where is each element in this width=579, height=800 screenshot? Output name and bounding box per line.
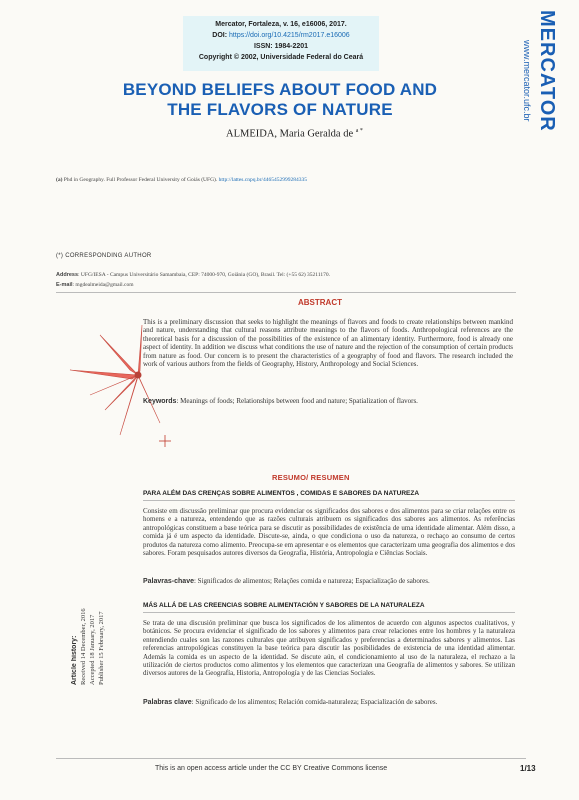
license-footer: This is an open access article under the CC BY Creative Commons license xyxy=(155,765,388,772)
pt-text: Consiste em discussão preliminar que procura evidenciar os significados dos sabores e dos alimentos para se criar relações entre os homens e a natureza, entendendo que as razões culturais atribuem os significados dos sabores aos alimentos. As referências antropológicas constituem a base teórica para se discutir as possibilidades de existência de uma identidade alimentar. Além disso, a comida já é um aspecto da identidade. Discute-se, ainda, o que condiciona o uso da natureza, o rechaço ao consumo de certos produtos da natureza como alimento. Preocupa-se em apresentar e os elementos que caracterizam uma geografia dos alimentos e dos sabores. Foram pesquisados autores diversos da Geografia, História, Antropologia e Ciências Sociais. xyxy=(143,507,515,558)
pt-keywords-text: : Significados de alimentos; Relações comida e natureza; Espacialização de sabores. xyxy=(193,577,430,585)
author-sup: a * xyxy=(355,128,363,134)
abstract-text: This is a preliminary discussion that seeks to highlight the meanings of flavors and foods to create relationships between mankind and nature, understanding that cultural reasons attribute meanings to the flavors of foods. Anthropological references are the theoretical basis for a discussion of the possibilities of the existence of an alimentary identity. Furthermore, food is already one aspect of identity. In addition we discuss what conditions the use of nature and the rejection of the consumption of certain products from nature as food. Our concern is to present the characteristics of a geography of food and flavors. The research included the work of various authors from the fields of Geography, History, Anthropology and Social Sciences. xyxy=(143,318,513,369)
footer-divider xyxy=(56,758,526,759)
resumo-heading: RESUMO/ RESUMEN xyxy=(272,473,350,482)
es-title: MÁS ALLÁ DE LAS CREENCIAS SOBRE ALIMENTACIÓN Y SABORES DE LA NATURALEZA xyxy=(143,602,425,609)
issn: ISSN: 1984-2201 xyxy=(253,43,309,50)
mercator-logo: MERCATOR xyxy=(536,10,558,132)
author xyxy=(226,128,363,140)
history-label: Article history: xyxy=(71,635,78,685)
journal-line: Mercator, Fortaleza, v. 16, e16006, 2017. xyxy=(215,21,347,28)
es-keywords-text: : Significado de los alimentos; Relación comida-naturaleza; Espacialización de sabores. xyxy=(191,698,438,706)
keywords-text: : Meanings of foods; Relationships between food and nature; Spatialization of flavors. xyxy=(176,397,418,405)
email-label: E-mail xyxy=(56,282,73,288)
doi-link[interactable]: https://doi.org/10.4215/rm2017.e16006 xyxy=(229,32,350,39)
email-text[interactable]: : mgdealmeida@gmail.com xyxy=(72,282,134,288)
abstract-heading: ABSTRACT xyxy=(298,298,342,307)
address-label: Address xyxy=(56,272,79,278)
es-text: Se trata de una discusión preliminar que busca los significados de los alimentos de acuerdo con algunos aspectos cualitativos, y botánicos. Se procura evidenciar el significado de los sabores y alimentos para crear relaciones entre los hombres y la naturaleza entendiendo cuales son las razones culturales que atribuyen significados y preferencias a determinados sabores y alimentos. Las referencias antropológicas constituyen la base teórica para discutir las posibilidades de existencia de una identidad alimentar. Además la comida es un aspecto de la identidad. Se discute aún, el condicionamiento al uso de la naturaleza, el rechazo a la utilización de ciertos productos como alimentos y los elementos que caracterizan una Geografía de alimentos y sabores. Se utilizan diversos autores de la Geografía, Historia, Antropología y de las Ciencias Sociales. xyxy=(143,619,515,678)
keywords-label: Keywords xyxy=(143,398,177,405)
abstract-keywords xyxy=(143,397,523,405)
pt-keywords-label: Palavras-chave xyxy=(143,578,194,585)
lattes-link[interactable]: http://lattes.cnpq.br/4465452999284335 xyxy=(218,177,307,183)
page-number: 1/13 xyxy=(520,764,536,773)
paper-title: BEYOND BELIEFS ABOUT FOOD AND THE FLAVORS OF NATURE xyxy=(122,80,438,119)
pt-keywords xyxy=(143,577,523,585)
citation-box xyxy=(183,16,379,71)
corresponding-heading: (*) CORRESPONDING AUTHOR xyxy=(56,253,152,259)
pt-divider xyxy=(143,500,515,501)
es-keywords xyxy=(143,698,523,706)
author-name: ALMEIDA, Maria Geralda de xyxy=(226,128,354,140)
affiliation-text: Phd in Geography. Full Professor Federal University of Goiás (UFG). xyxy=(63,177,218,183)
address-text: : UFG/IESA - Campus Universitário Samambaia, CEP: 74000-970, Goiânia (GO), Brasil. Tel: (+55 62) 35211170. xyxy=(78,272,330,278)
history-accepted: Accepted 18 January, 2017 xyxy=(89,614,96,685)
address-block xyxy=(56,270,330,290)
es-keywords-label: Palabras clave xyxy=(143,699,192,706)
history-received: Received 14 December, 2016 xyxy=(80,608,87,685)
affiliation xyxy=(56,177,307,183)
pt-title: PARA ALÉM DAS CRENÇAS SOBRE ALIMENTOS , COMIDAS E SABORES DA NATUREZA xyxy=(143,490,420,497)
journal-url[interactable]: www.mercator.ufc.br xyxy=(522,40,532,122)
article-history xyxy=(70,555,106,685)
history-published: Publisher 15 February, 2017 xyxy=(98,611,105,685)
affiliation-label: (a) xyxy=(56,177,63,183)
copyright: Copyright © 2002, Universidade Federal do Ceará xyxy=(198,54,364,61)
divider xyxy=(56,292,516,293)
es-divider xyxy=(143,612,515,613)
doi-label: DOI: xyxy=(212,32,228,39)
